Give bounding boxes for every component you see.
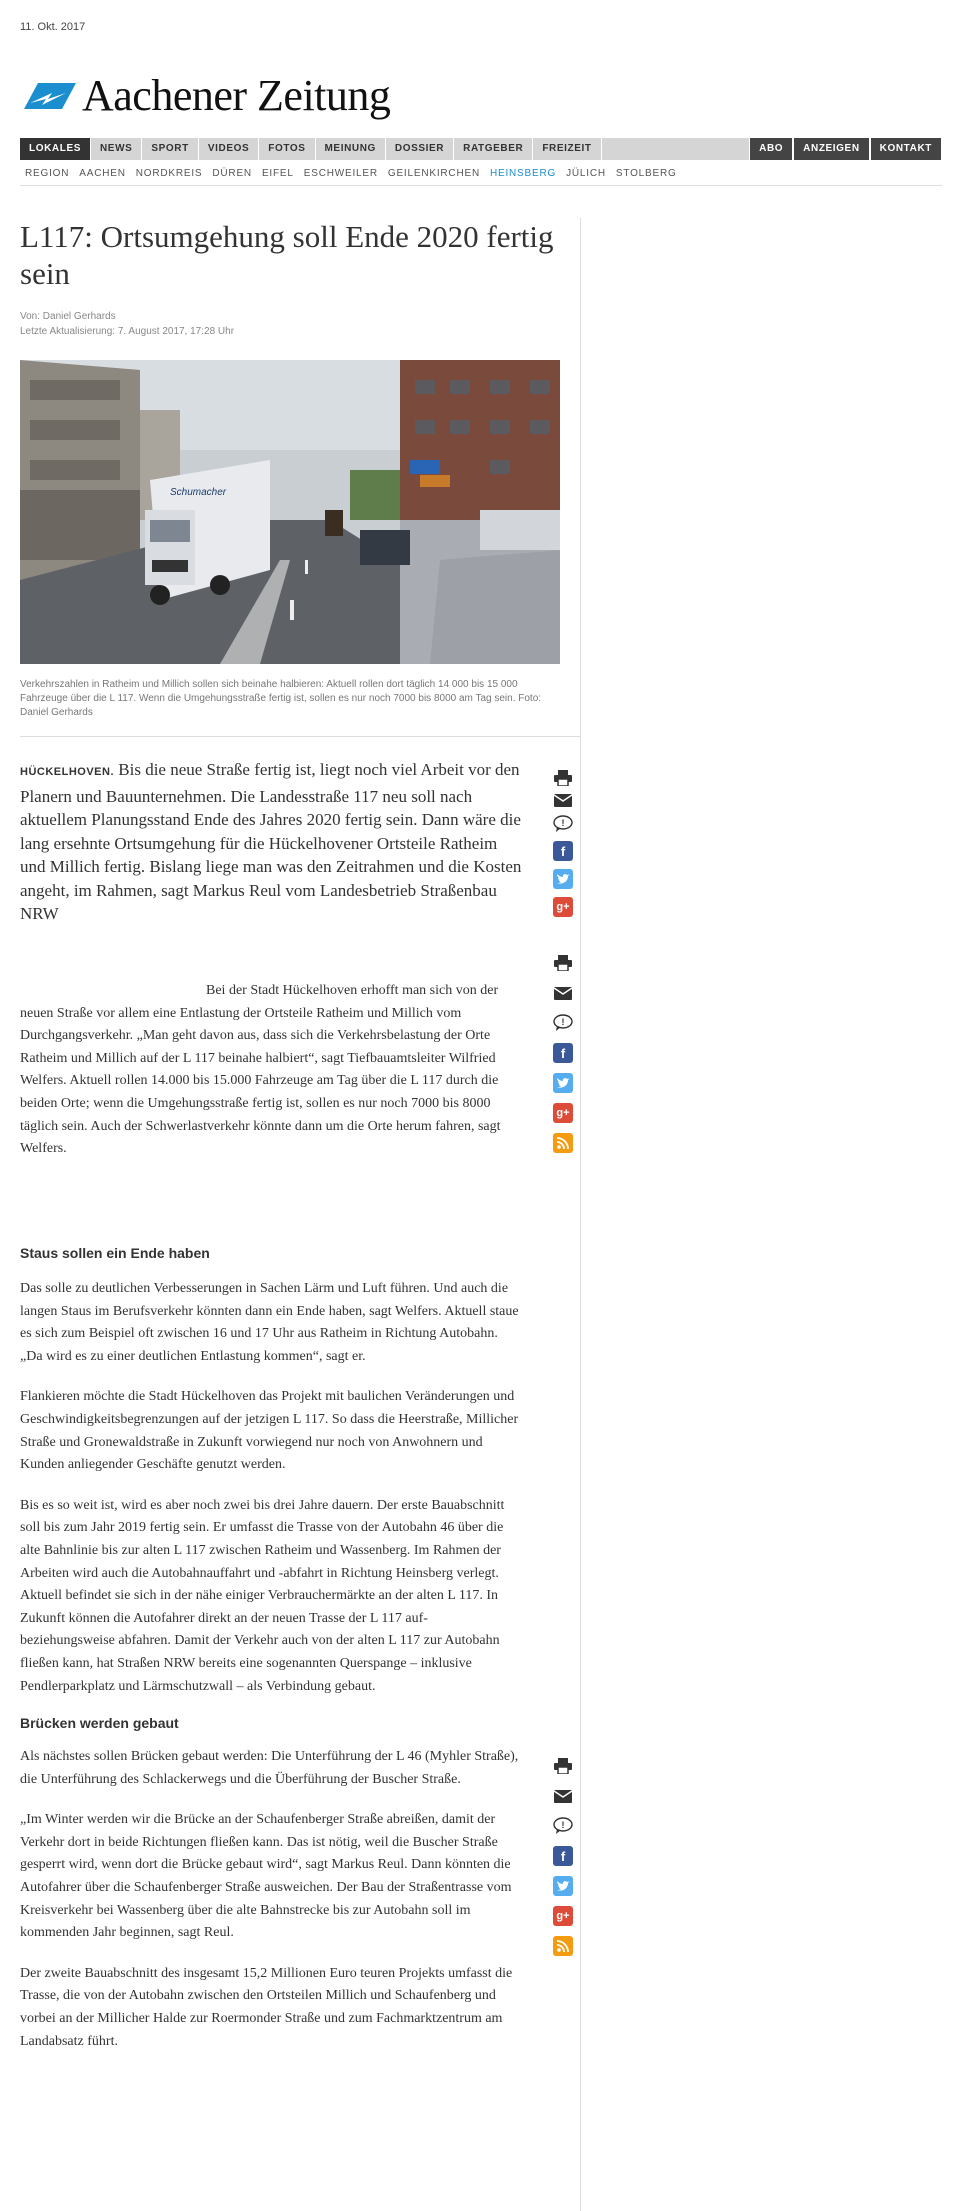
- twitter-icon[interactable]: [552, 869, 574, 889]
- sub-navigation: [20, 164, 942, 186]
- nav-item-freizeit[interactable]: FREIZEIT: [533, 138, 601, 160]
- mail-icon[interactable]: [552, 794, 574, 807]
- svg-text:!: !: [561, 1017, 565, 1027]
- nav-item-videos[interactable]: VIDEOS: [199, 138, 259, 160]
- svg-text:!: !: [561, 1820, 565, 1830]
- nav-item-ratgeber[interactable]: RATGEBER: [454, 138, 533, 160]
- nav-item-kontakt[interactable]: KONTAKT: [870, 138, 942, 160]
- article-body-2: [20, 1242, 520, 2053]
- article-lead: [20, 758, 525, 926]
- share-toolbar: [548, 770, 578, 920]
- googleplus-icon[interactable]: g+: [552, 1102, 574, 1124]
- lead-text: Bis die neue Straße fertig ist, liegt noch viel Arbeit vor den Planern und Bauunternehmen. Die Landesstraße 117 neu soll nach aktuellem Planungsstand Ende des Jahres 2020 fertig sein. Dann wäre die lang ersehnte Ortsumgehung für die Hückelhovener Ortsteile Ratheim und Millich fertig. Bislang liege man was den Zeitrahmen und die Kosten angeht, im Rahmen, sagt Markus Reul vom Landesbetrieb Straßenbau NRW: [20, 760, 522, 923]
- article-author: Von: Daniel Gerhards: [20, 311, 116, 322]
- subnav-item-dueren[interactable]: DÜREN: [212, 168, 252, 179]
- mail-icon[interactable]: [552, 982, 574, 1004]
- nav-item-news[interactable]: NEWS: [91, 138, 142, 160]
- print-icon[interactable]: [552, 770, 574, 786]
- logo-mark-icon: [20, 79, 78, 113]
- svg-text:!: !: [561, 818, 565, 828]
- paragraph: Bei der Stadt Hückelhoven erhofft man sich von der neuen Straße vor allem eine Entlastung der Ortsteile Ratheim und Millich vom Durchgangsverkehr. „Man geht davon aus, dass sich die Verkehrsbelastung der Orte Ratheim und Millich auf der L 117 beinahe halbiert“, sagt Tiefbauamtsleiter Wilfried Welfers. Aktuell rollen 14.000 bis 15.000 Fahrzeuge am Tag über die L 117 durch die beiden Orte; wenn die Umgehungsstraße fertig ist, sollen es nur noch 7000 bis 8000 täglich sein. Auch der Schwerlastverkehr könnte dann um die Orte herum fahren, sagt Welfers.: [20, 983, 501, 1157]
- rss-icon[interactable]: [552, 1935, 574, 1957]
- twitter-icon[interactable]: [552, 1875, 574, 1897]
- image-caption: Verkehrszahlen in Ratheim und Millich sollen sich beinahe halbieren: Aktuell rollen dort täglich 14 000 bis 15 000 Fahrzeuge über die L 117. Wenn die Umgehungsstraße fertig ist, sollen es nur noch 7000 bis 8000 am Tag sein. Foto: Daniel Gerhards: [20, 679, 542, 718]
- subnav-item-nordkreis[interactable]: NORDKREIS: [135, 168, 203, 179]
- article-title: L117: Ortsumgehung soll Ende 2020 fertig sein: [20, 219, 554, 291]
- paragraph: Bis es so weit ist, wird es aber noch zwei bis drei Jahre dauern. Der erste Bauabschnitt soll bis zum Jahr 2019 fertig sein. Er umfasst die Trasse von der Autobahn 46 über die alte Bahnlinie bis zur alten L 117 zwischen Ratheim und Wassenberg. Im Rahmen der Arbeiten wird auch die Autobahnauffahrt und -abfahrt in Richtung Heinsberg verlegt. Aktuell befindet sie sich in der nähe einiger Verbrauchermärkte an der alten L 117. In Zukunft können die Autofahrer direkt an der neuen Trasse der L 117 auf- beziehungsweise abfahren. Damit der Verkehr auch von der alten L 117 zur Autobahn fließen kann, hat Straßen NRW bereits eine sogenannten Querspange – inklusive Pendlerparkplatz und Lärmschutzwall – als Verbindung gebaut.: [20, 1497, 505, 1694]
- paragraph: Flankieren möchte die Stadt Hückelhoven das Projekt mit baulichen Veränderungen und Geschwindigkeitsbegrenzungen auf der jetzigen L 117. So dass die Heerstraße, Millicher Straße und Gronewaldstraße in Zukunft vorwiegend nur noch von Anwohnern und Kunden anliegender Geschäfte genutzt werden.: [20, 1389, 519, 1473]
- paragraph: „Im Winter werden wir die Brücke an der Schaufenberger Straße abreißen, damit der Verkehr dort in beide Richtungen fließen kann. Das ist nötig, weil die Buscher Straße gesperrt wird, wenn dort die Brücke gebaut wird“, sagt Markus Reul. Dann könnten die Autofahrer über die Schaufenberger Straße ausweichen. Der Bau der Straßentrasse vom Kreisverkehr bei Wassenberg über die alte Bahnstrecke bis zur Autobahn soll im kommenden Jahr beginnen, sagt Reul.: [20, 1812, 512, 1941]
- googleplus-icon[interactable]: g+: [552, 897, 574, 917]
- paragraph: Der zweite Bauabschnitt des insgesamt 15,2 Millionen Euro teuren Projekts umfasst die Trasse, die von der Autobahn zwischen den Ortsteilen Millich und Schaufenberg und vorbei an der Millicher Halde zur Roermonder Straße und zum Fachmarktzentrum am Landabsatz führt.: [20, 1965, 513, 2049]
- share-toolbar: [548, 1755, 578, 1965]
- subnav-item-stolberg[interactable]: STOLBERG: [615, 168, 677, 179]
- paragraph: Das solle zu deutlichen Verbesserungen in Sachen Lärm und Luft führen. Und auch die langen Staus im Berufsverkehr könnten dann ein Ende haben, sagt Welfers. Aktuell staue es sich zum Beispiel oft zwischen 16 und 17 Uhr aus Ratheim in Richtung Autobahn. „Da wird es zu einer deutlichen Entlastung kommen“, sagt er.: [20, 1281, 519, 1364]
- nav-item-dossier[interactable]: DOSSIER: [386, 138, 454, 160]
- article-meta: [20, 309, 234, 339]
- nav-item-meinung[interactable]: MEINUNG: [316, 138, 386, 160]
- page-date: 11. Okt. 2017: [20, 21, 86, 33]
- subnav-item-geilenkirchen[interactable]: GEILENKIRCHEN: [387, 168, 480, 179]
- subnav-item-juelich[interactable]: JÜLICH: [566, 168, 606, 179]
- nav-item-anzeigen[interactable]: ANZEIGEN: [793, 138, 869, 160]
- subnav-item-region[interactable]: REGION: [25, 168, 70, 179]
- nav-item-fotos[interactable]: FOTOS: [259, 138, 315, 160]
- dateline: HÜCKELHOVEN.: [20, 766, 115, 778]
- mail-icon[interactable]: [552, 1785, 574, 1807]
- subnav-item-aachen[interactable]: AACHEN: [79, 168, 126, 179]
- street-photo: [20, 360, 560, 664]
- hero-image[interactable]: [20, 360, 560, 664]
- googleplus-icon[interactable]: g+: [552, 1905, 574, 1927]
- print-icon[interactable]: [552, 1755, 574, 1777]
- facebook-icon[interactable]: f: [552, 1042, 574, 1064]
- comment-icon[interactable]: [552, 815, 574, 833]
- section-heading: Brücken werden gebaut: [20, 1715, 179, 1732]
- paragraph: Als nächstes sollen Brücken gebaut werden: Die Unterführung der L 46 (Myhler Straße), die Unterführung des Schlackerwegs und die Überführung der Buscher Straße.: [20, 1749, 519, 1787]
- comment-icon[interactable]: [552, 1815, 574, 1837]
- nav-item-sport[interactable]: SPORT: [142, 138, 198, 160]
- main-navigation: [20, 138, 942, 160]
- truck-label: Schumacher: [170, 487, 227, 498]
- rss-icon[interactable]: [552, 1132, 574, 1154]
- nav-item-abo[interactable]: ABO: [749, 138, 793, 160]
- site-logo[interactable]: [20, 72, 390, 120]
- subnav-item-heinsberg[interactable]: HEINSBERG: [489, 168, 557, 179]
- twitter-icon[interactable]: [552, 1072, 574, 1094]
- facebook-icon[interactable]: f: [552, 841, 574, 861]
- column-divider: [580, 218, 581, 2211]
- facebook-icon[interactable]: f: [552, 1845, 574, 1867]
- brand-name: Aachener Zeitung: [82, 71, 391, 120]
- comment-icon[interactable]: [552, 1012, 574, 1034]
- subnav-item-eifel[interactable]: EIFEL: [261, 168, 294, 179]
- nav-item-lokales[interactable]: LOKALES: [20, 138, 91, 160]
- print-icon[interactable]: [552, 952, 574, 974]
- subnav-item-eschweiler[interactable]: ESCHWEILER: [303, 168, 378, 179]
- article-body-1: [20, 980, 520, 1161]
- caption-divider: [20, 736, 580, 737]
- article-updated: Letzte Aktualisierung: 7. August 2017, 17:28 Uhr: [20, 326, 235, 337]
- share-toolbar: [548, 952, 578, 1162]
- section-heading: Staus sollen ein Ende haben: [20, 1245, 210, 1261]
